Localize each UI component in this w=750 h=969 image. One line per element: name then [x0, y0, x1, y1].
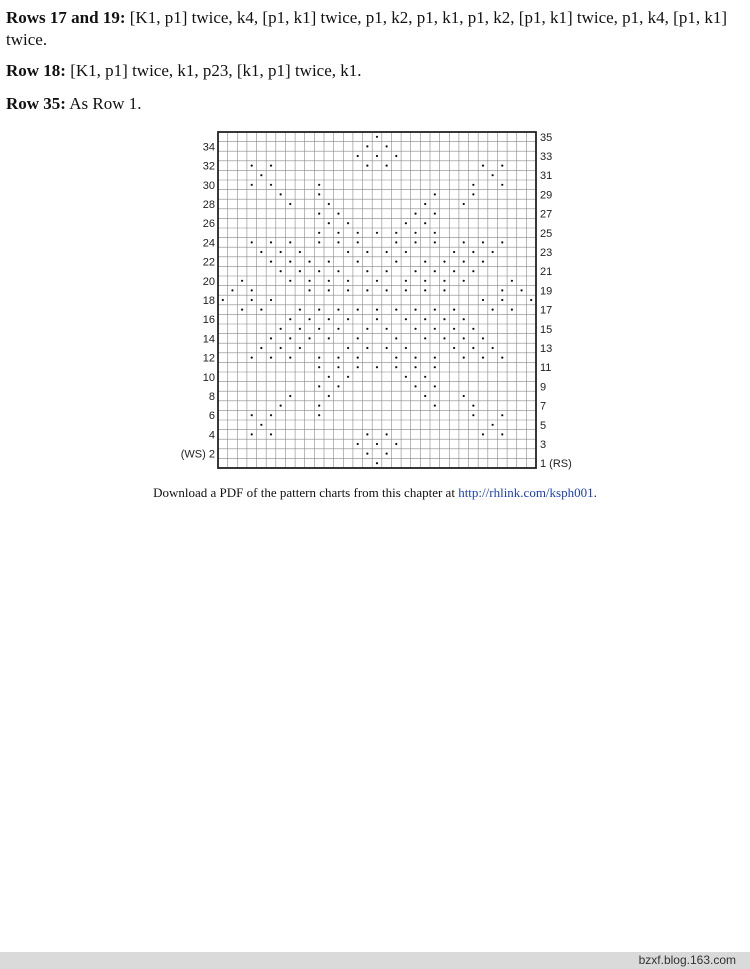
purl-dot [366, 453, 368, 455]
row-number-left: 6 [208, 410, 215, 423]
purl-dot [260, 309, 262, 311]
purl-dot [414, 213, 416, 215]
row-text: [K1, p1] twice, k1, p23, [k1, p1] twice, k1. [70, 61, 362, 80]
purl-dot [366, 433, 368, 435]
purl-dot [357, 232, 359, 234]
purl-dot [337, 213, 339, 215]
purl-dot [318, 366, 320, 368]
purl-dot [492, 174, 494, 176]
purl-dot [366, 347, 368, 349]
purl-dot [434, 405, 436, 407]
purl-dot [530, 299, 532, 301]
purl-dot [376, 309, 378, 311]
purl-dot [357, 261, 359, 263]
purl-dot [463, 280, 465, 282]
purl-dot [501, 289, 503, 291]
purl-dot [318, 405, 320, 407]
purl-dot [386, 433, 388, 435]
purl-dot [453, 347, 455, 349]
purl-dot [289, 203, 291, 205]
purl-dot [376, 318, 378, 320]
purl-dot [501, 241, 503, 243]
purl-dot [328, 203, 330, 205]
purl-dot [443, 318, 445, 320]
row-number-right: 1 (RS) [540, 458, 572, 471]
purl-dot [251, 299, 253, 301]
purl-dot [366, 145, 368, 147]
purl-dot [424, 318, 426, 320]
purl-dot [289, 337, 291, 339]
purl-dot [357, 337, 359, 339]
purl-dot [501, 414, 503, 416]
purl-dot [424, 289, 426, 291]
purl-dot [463, 261, 465, 263]
watermark: bzxf.blog.163.com [638, 953, 736, 967]
row-number-left: 26 [202, 218, 215, 231]
purl-dot [386, 347, 388, 349]
purl-dot [308, 261, 310, 263]
purl-dot [366, 251, 368, 253]
purl-dot [395, 357, 397, 359]
purl-dot [511, 309, 513, 311]
purl-dot [443, 280, 445, 282]
purl-dot [414, 309, 416, 311]
row-number-right: 9 [540, 381, 547, 394]
purl-dot [270, 261, 272, 263]
purl-dot [424, 395, 426, 397]
purl-dot [501, 299, 503, 301]
purl-dot [241, 309, 243, 311]
purl-dot [511, 280, 513, 282]
purl-dot [260, 424, 262, 426]
purl-dot [434, 328, 436, 330]
purl-dot [328, 222, 330, 224]
purl-dot [434, 270, 436, 272]
purl-dot [463, 357, 465, 359]
knitting-chart-grid [170, 124, 580, 476]
purl-dot [366, 289, 368, 291]
purl-dot [434, 241, 436, 243]
grid-background [218, 132, 536, 468]
purl-dot [482, 241, 484, 243]
purl-dot [405, 280, 407, 282]
purl-dot [434, 309, 436, 311]
row-number-left: 32 [202, 160, 215, 173]
purl-dot [501, 165, 503, 167]
purl-dot [260, 251, 262, 253]
purl-dot [251, 289, 253, 291]
row-number-left: 24 [202, 237, 215, 250]
row-number-right: 23 [540, 247, 553, 259]
purl-dot [347, 289, 349, 291]
row-number-right: 21 [540, 266, 553, 279]
purl-dot [251, 184, 253, 186]
purl-dot [251, 357, 253, 359]
purl-dot [472, 347, 474, 349]
purl-dot [357, 366, 359, 368]
row-label: Rows 17 and 19: [6, 8, 126, 27]
purl-dot [434, 385, 436, 387]
purl-dot [482, 337, 484, 339]
purl-dot [482, 357, 484, 359]
purl-dot [318, 241, 320, 243]
purl-dot [270, 357, 272, 359]
purl-dot [337, 270, 339, 272]
purl-dot [463, 241, 465, 243]
purl-dot [328, 337, 330, 339]
purl-dot [405, 289, 407, 291]
purl-dot [453, 251, 455, 253]
purl-dot [395, 232, 397, 234]
purl-dot [280, 347, 282, 349]
purl-dot [251, 414, 253, 416]
purl-dot [318, 385, 320, 387]
purl-dot [308, 280, 310, 282]
purl-dot [520, 289, 522, 291]
purl-dot [434, 357, 436, 359]
row-number-right: 11 [540, 362, 552, 375]
purl-dot [328, 261, 330, 263]
row-instruction-35 [6, 93, 744, 115]
purl-dot [386, 145, 388, 147]
purl-dot [280, 193, 282, 195]
purl-dot [337, 232, 339, 234]
purl-dot [347, 222, 349, 224]
purl-dot [328, 280, 330, 282]
knitting-chart [170, 124, 580, 476]
purl-dot [424, 376, 426, 378]
purl-dot [501, 433, 503, 435]
purl-dot [405, 318, 407, 320]
purl-dot [434, 213, 436, 215]
row-number-right: 17 [540, 304, 553, 317]
purl-dot [366, 165, 368, 167]
purl-dot [280, 405, 282, 407]
purl-dot [482, 433, 484, 435]
purl-dot [328, 395, 330, 397]
purl-dot [270, 165, 272, 167]
purl-dot [414, 328, 416, 330]
purl-dot [289, 395, 291, 397]
purl-dot [270, 433, 272, 435]
purl-dot [318, 357, 320, 359]
purl-dot [443, 289, 445, 291]
purl-dot [347, 251, 349, 253]
chart-caption [0, 485, 750, 501]
row-number-left: 14 [202, 333, 215, 346]
purl-dot [434, 193, 436, 195]
row-number-right: 19 [540, 285, 553, 298]
purl-dot [472, 328, 474, 330]
purl-dot [395, 155, 397, 157]
row-number-left: 16 [202, 314, 215, 327]
purl-dot [251, 433, 253, 435]
purl-dot [357, 309, 359, 311]
purl-dot [357, 155, 359, 157]
pattern-pdf-link[interactable]: http://rhlink.com/ksph001 [458, 485, 594, 500]
purl-dot [376, 366, 378, 368]
purl-dot [347, 280, 349, 282]
row-number-right: 27 [540, 208, 553, 221]
purl-dot [501, 357, 503, 359]
purl-dot [289, 261, 291, 263]
purl-dot [501, 184, 503, 186]
purl-dot [280, 251, 282, 253]
purl-dot [318, 309, 320, 311]
row-number-right: 31 [540, 170, 553, 183]
purl-dot [443, 261, 445, 263]
purl-dot [472, 405, 474, 407]
caption-text: Download a PDF of the pattern charts from this chapter at [153, 485, 459, 500]
purl-dot [386, 328, 388, 330]
purl-dot [424, 280, 426, 282]
purl-dot [472, 414, 474, 416]
row-number-left: 20 [202, 275, 215, 288]
row-number-left: 8 [208, 391, 215, 403]
purl-dot [299, 309, 301, 311]
purl-dot [376, 462, 378, 464]
row-number-left: 30 [202, 179, 215, 192]
purl-dot [414, 270, 416, 272]
purl-dot [376, 280, 378, 282]
purl-dot [270, 241, 272, 243]
purl-dot [347, 347, 349, 349]
purl-dot [337, 241, 339, 243]
purl-dot [328, 376, 330, 378]
row-number-right: 25 [540, 227, 553, 240]
purl-dot [289, 280, 291, 282]
purl-dot [299, 347, 301, 349]
purl-dot [395, 241, 397, 243]
purl-dot [328, 289, 330, 291]
purl-dot [337, 328, 339, 330]
purl-dot [424, 337, 426, 339]
purl-dot [492, 309, 494, 311]
purl-dot [424, 203, 426, 205]
row-number-right: 15 [540, 323, 553, 336]
purl-dot [260, 174, 262, 176]
purl-dot [318, 184, 320, 186]
purl-dot [414, 232, 416, 234]
row-number-right: 33 [540, 151, 553, 163]
purl-dot [357, 357, 359, 359]
row-number-right: 3 [540, 439, 547, 451]
purl-dot [424, 261, 426, 263]
purl-dot [492, 347, 494, 349]
purl-dot [395, 309, 397, 311]
purl-dot [395, 443, 397, 445]
purl-dot [472, 184, 474, 186]
purl-dot [318, 232, 320, 234]
purl-dot [376, 443, 378, 445]
purl-dot [357, 241, 359, 243]
purl-dot [318, 414, 320, 416]
purl-dot [347, 376, 349, 378]
purl-dot [270, 414, 272, 416]
purl-dot [482, 261, 484, 263]
row-text: As Row 1. [69, 94, 142, 113]
purl-dot [260, 347, 262, 349]
purl-dot [357, 443, 359, 445]
purl-dot [318, 270, 320, 272]
row-number-left: 22 [202, 256, 215, 269]
purl-dot [337, 366, 339, 368]
purl-dot [463, 318, 465, 320]
purl-dot [405, 347, 407, 349]
purl-dot [337, 357, 339, 359]
row-number-right: 5 [540, 419, 547, 432]
purl-dot [289, 241, 291, 243]
purl-dot [414, 241, 416, 243]
row-number-left: (WS) 2 [180, 448, 215, 461]
row-number-right: 35 [540, 131, 553, 144]
purl-dot [482, 299, 484, 301]
purl-dot [231, 289, 233, 291]
row-number-left: 12 [202, 352, 215, 365]
row-number-right: 29 [540, 189, 553, 202]
purl-dot [414, 385, 416, 387]
row-instruction-17-19 [6, 7, 744, 51]
purl-dot [386, 453, 388, 455]
purl-dot [251, 165, 253, 167]
purl-dot [386, 251, 388, 253]
purl-dot [434, 232, 436, 234]
row-number-left: 28 [202, 199, 215, 211]
purl-dot [472, 270, 474, 272]
purl-dot [270, 299, 272, 301]
purl-dot [318, 213, 320, 215]
purl-dot [414, 357, 416, 359]
purl-dot [492, 424, 494, 426]
purl-dot [376, 136, 378, 138]
purl-dot [395, 337, 397, 339]
purl-dot [328, 318, 330, 320]
purl-dot [289, 357, 291, 359]
purl-dot [405, 251, 407, 253]
purl-dot [376, 155, 378, 157]
purl-dot [492, 251, 494, 253]
purl-dot [472, 251, 474, 253]
row-number-left: 34 [202, 141, 215, 154]
purl-dot [443, 337, 445, 339]
purl-dot [280, 270, 282, 272]
purl-dot [366, 270, 368, 272]
purl-dot [463, 395, 465, 397]
purl-dot [337, 309, 339, 311]
row-label: Row 18: [6, 61, 66, 80]
purl-dot [366, 328, 368, 330]
purl-dot [463, 337, 465, 339]
purl-dot [308, 318, 310, 320]
purl-dot [463, 203, 465, 205]
purl-dot [299, 328, 301, 330]
purl-dot [405, 222, 407, 224]
purl-dot [395, 366, 397, 368]
purl-dot [299, 251, 301, 253]
purl-dot [241, 280, 243, 282]
purl-dot [453, 328, 455, 330]
row-number-right: 7 [540, 400, 547, 413]
purl-dot [472, 193, 474, 195]
purl-dot [424, 222, 426, 224]
purl-dot [386, 270, 388, 272]
purl-dot [434, 366, 436, 368]
purl-dot [395, 261, 397, 263]
purl-dot [251, 241, 253, 243]
purl-dot [289, 318, 291, 320]
purl-dot [270, 337, 272, 339]
row-number-right: 13 [540, 343, 553, 355]
purl-dot [308, 289, 310, 291]
purl-dot [386, 289, 388, 291]
purl-dot [453, 309, 455, 311]
purl-dot [453, 270, 455, 272]
purl-dot [414, 366, 416, 368]
purl-dot [299, 270, 301, 272]
purl-dot [376, 232, 378, 234]
row-number-left: 10 [202, 371, 215, 384]
purl-dot [405, 376, 407, 378]
row-instruction-18 [6, 60, 744, 82]
row-number-left: 4 [208, 429, 215, 442]
purl-dot [337, 385, 339, 387]
purl-dot [386, 165, 388, 167]
purl-dot [318, 193, 320, 195]
caption-end: . [593, 485, 597, 500]
footer-bar [0, 952, 750, 969]
row-text: [K1, p1] twice, k4, [p1, k1] twice, p1, k2, p1, k1, p1, k2, [p1, k1] twice, p1, k4, [p1, k1] twice. [6, 8, 728, 49]
purl-dot [280, 328, 282, 330]
purl-dot [222, 299, 224, 301]
row-number-left: 18 [202, 295, 215, 307]
purl-dot [482, 165, 484, 167]
purl-dot [318, 328, 320, 330]
purl-dot [270, 184, 272, 186]
row-label: Row 35: [6, 94, 66, 113]
purl-dot [347, 318, 349, 320]
purl-dot [308, 337, 310, 339]
